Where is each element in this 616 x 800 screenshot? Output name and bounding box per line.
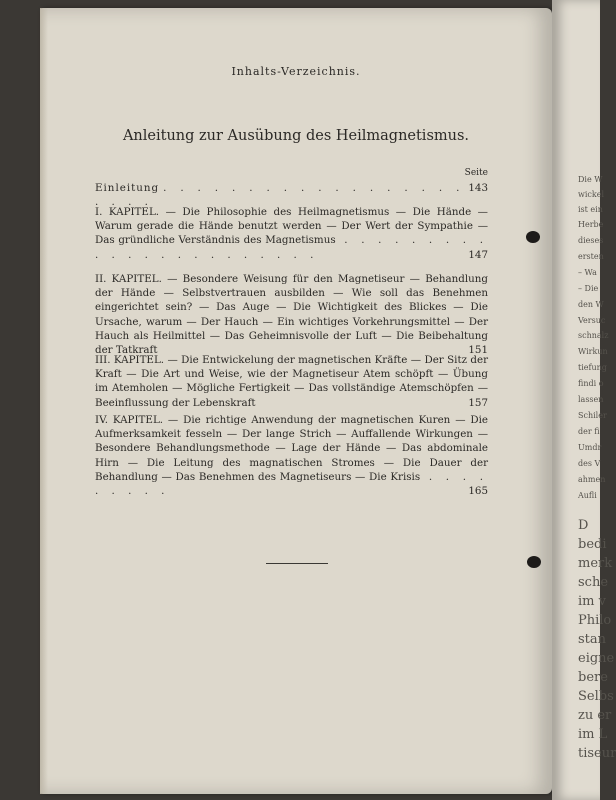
next-page-fragment: der fi <box>578 427 600 436</box>
toc-page-number: 165 <box>468 485 488 498</box>
book-page <box>40 8 552 794</box>
seite-label: Seite <box>464 168 488 178</box>
next-page-fragment: Aufli <box>578 491 597 500</box>
next-page-fragment: Selbs <box>578 689 614 704</box>
toc-leader-dots: . . . . . . . . . . . . . . . . . . . . . . <box>95 182 465 209</box>
running-head: Inhalts-Verzeichnis. <box>231 65 361 78</box>
toc-page-number: 143 <box>468 182 488 194</box>
next-page-fragment: im L <box>578 727 608 742</box>
next-page-fragment: sche <box>578 575 609 590</box>
toc-label: IV. KAPITEL. <box>95 414 164 426</box>
toc-entry-kapitel-1 <box>95 205 488 262</box>
next-page-fragment: bere <box>578 670 608 685</box>
next-page-fragment: Schiler <box>578 411 607 420</box>
next-page-edge <box>552 0 616 800</box>
toc-leader-dots: . . . . . . . . . . . . . . . . . . . . . . . <box>95 234 488 261</box>
next-page-fragment: Wirkun <box>578 347 608 356</box>
toc-label: Einleitung <box>95 182 160 194</box>
binding-hole <box>526 231 540 243</box>
section-title: Anleitung zur Ausübung des Heilmagnetismus. <box>122 128 470 144</box>
next-page-fragment: stan <box>578 632 607 647</box>
next-page-fragment: findi o <box>578 379 604 388</box>
next-page-fragment: tiefung <box>578 363 607 372</box>
next-page-fragment: Herbe <box>578 220 604 229</box>
next-page-fragment: im v <box>578 594 606 609</box>
toc-text: — Die Philosophie des Heilmagnetismus — Die Hände — Warum gerade die Hände benutzt werden — Der Wert der Sympathie — Das gründliche Verständnis des Magnetismus <box>95 206 488 247</box>
next-page-fragment: eigne <box>578 651 615 666</box>
next-page-fragment: merk <box>578 556 613 571</box>
toc-page-number: 151 <box>468 344 488 357</box>
next-page-fragment: dieses <box>578 236 604 245</box>
next-page-fragment: D <box>578 518 589 533</box>
next-page-fragment: Philo <box>578 613 612 628</box>
next-page-fragment: – Wa <box>578 268 597 277</box>
next-page-fragment: ist ein <box>578 205 603 214</box>
next-page-fragment: tiseur <box>578 746 616 761</box>
toc-page-number: 157 <box>468 396 488 409</box>
section-divider <box>266 563 328 564</box>
next-page-fragment: schnalz <box>578 331 609 340</box>
toc-entry-kapitel-3 <box>95 353 488 410</box>
next-page-fragment: Versuc <box>578 316 606 325</box>
toc-leader-dots: . . . . . . . . . <box>95 470 488 498</box>
toc-text: — Die richtige Anwendung der magnetischen Kuren — Die Aufmerksamkeit fesseln — Der lange Strich — Auffallende Wirkungen — Besondere Behandlungsmethode — Lage der Hände — Das abdominale Hirn — Die Leitung des magnatischen Stromes — Die Dauer der Behandlung — Das Benehmen des Magnetiseurs — Die Krisis <box>95 414 489 483</box>
toc-text: — Besondere Weisung für den Magnetiseur — Behandlung der Hände — Selbstvertrauen ausbilden — Wie soll das Benehmen eingerichtet sein? — Das Auge — Die Wichtigkeit des Blickes — Die Ursache, warum — Der Hauch — Ein wichtiges Vorkehrungsmittel — Der Hauch als Heilmittel — Das Geheimnisvolle der Luft — Die Beibehaltung der Tatkraft <box>95 273 488 357</box>
toc-page-number: 147 <box>468 248 488 261</box>
toc-label: I. KAPITEL. <box>95 206 160 218</box>
next-page-fragment: des V <box>578 459 601 468</box>
toc-text: — Die Entwickelung der magnetischen Kräfte — Der Sitz der Kraft — Die Art und Weise, wie der Magnetiseur Atem schöpft — Übung im Atemholen — Mögliche Fertigkeit — Das vollständige Atemschöpfen — Beeinflussung der Lebenskraft <box>95 354 489 409</box>
next-page-fragment: – Die <box>578 284 599 293</box>
next-page-fragment: den W <box>578 300 604 309</box>
toc-label: III. KAPITEL. <box>95 354 165 366</box>
next-page-fragment: bedi <box>578 537 607 552</box>
next-page-fragment: Die W <box>578 175 603 184</box>
toc-entry-kapitel-2 <box>95 272 488 357</box>
next-page-fragment: ersten <box>578 252 604 261</box>
next-page-fragment: zu er <box>578 708 612 723</box>
next-page-fragment: Umdr <box>578 443 602 452</box>
toc-label: II. KAPITEL. <box>95 273 162 285</box>
next-page-fragment: ahmen <box>578 475 606 484</box>
next-page-fragment: lassen <box>578 395 604 404</box>
next-page-fragment: wickel <box>578 190 605 199</box>
toc-entry-kapitel-4 <box>95 413 488 498</box>
binding-hole <box>527 556 541 568</box>
